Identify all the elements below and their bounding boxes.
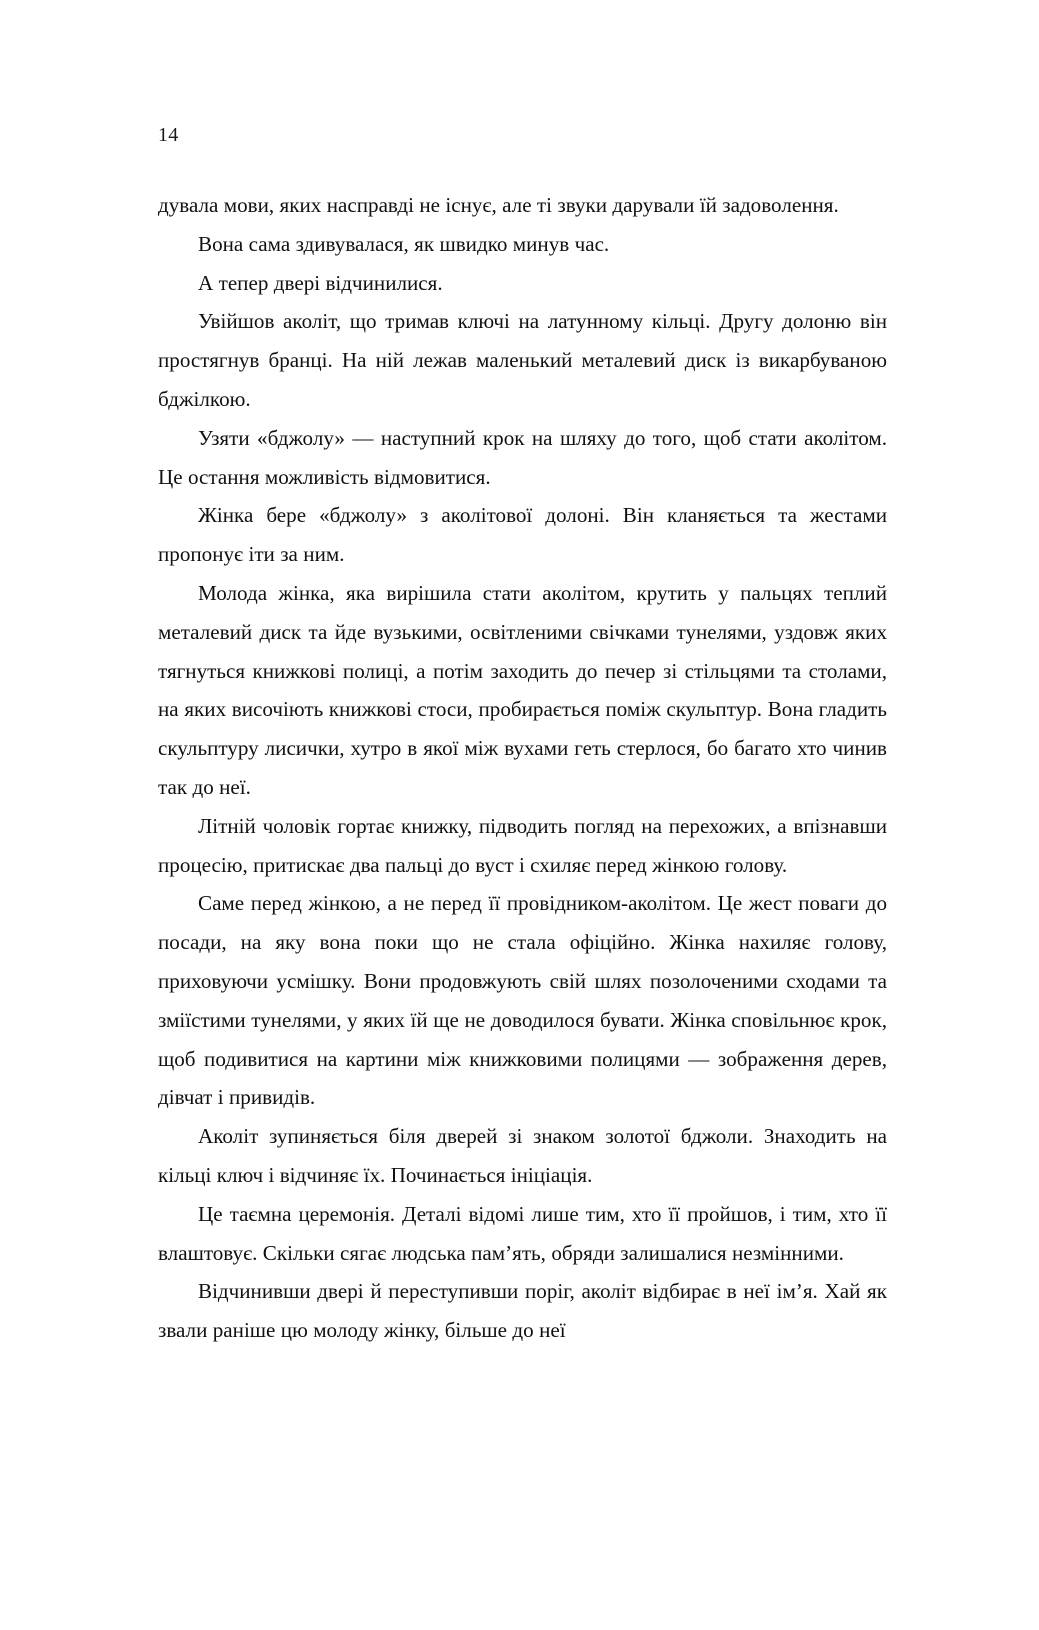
paragraph: Відчинивши двері й переступивши поріг, аколіт відбирає в неї ім’я. Хай як звали раніше цю молоду жінку, більше до неї [158,1279,887,1343]
paragraph: Літній чоловік гортає книжку, підводить погляд на перехожих, а впізнавши процесію, притискає два пальці до вуст і схиляє перед жінкою голову. [158,813,887,877]
page-number: 14 [158,124,179,146]
paragraph: Молода жінка, яка вирішила стати аколітом, крутить у пальцях теплий металевий диск та йде вузькими, освітленими свічками тунелями, уздовж яких тягнуться книжкові полиці, а потім заходить до печер зі стільцями та столами, на яких височіють книжкові стоси, пробирається поміж скульптур. Вона гладить скульптуру лисички, хутро в якої між вухами геть стерлося, бо багато хто чинив так до неї. [158,580,887,799]
paragraph: дувала мови, яких насправді не існує, але ті звуки дарували їй задоволення. [158,193,839,217]
paragraph: А тепер двері відчинилися. [198,270,443,295]
paragraph: Узяти «бджолу» — наступний крок на шляху до того, щоб стати аколітом. Це остання можливість відмовитися. [158,425,887,489]
paragraph: Аколіт зупиняється біля дверей зі знаком золотої бджоли. Знаходить на кільці ключ і відчиняє їх. Починається ініціація. [158,1124,887,1187]
paragraph: Саме перед жінкою, а не перед її провідником-аколітом. Це жест поваги до посади, на яку вона поки що не стала офіційно. Жінка нахиляє голову, приховуючи усмішку. Вони продовжують свій шлях позолоченими сходами та зміїстими тунелями, у яких їй ще не доводилося бувати. Жінка сповільнює крок, щоб подивитися на картини між книжковими полицями — зображення дерев, дівчат і привидів. [158,891,887,1110]
body-text-block [158,186,887,1350]
paragraph: Жінка бере «бджолу» з аколітової долоні. Він кланяється та жестами пропонує іти за ним. [158,503,887,567]
paragraph: Вона сама здивувалася, як швидко минув час. [198,231,610,256]
paragraph: Це таємна церемонія. Деталі відомі лише тим, хто її пройшов, і тим, хто її влаштовує. Скільки сягає людська пам’ять, обряди залишалися незмінними. [158,1201,887,1265]
paragraph: Увійшов аколіт, що тримав ключі на латунному кільці. Другу долоню він простягнув бранці. На ній лежав маленький металевий диск із викарбуваною бджілкою. [158,309,887,411]
